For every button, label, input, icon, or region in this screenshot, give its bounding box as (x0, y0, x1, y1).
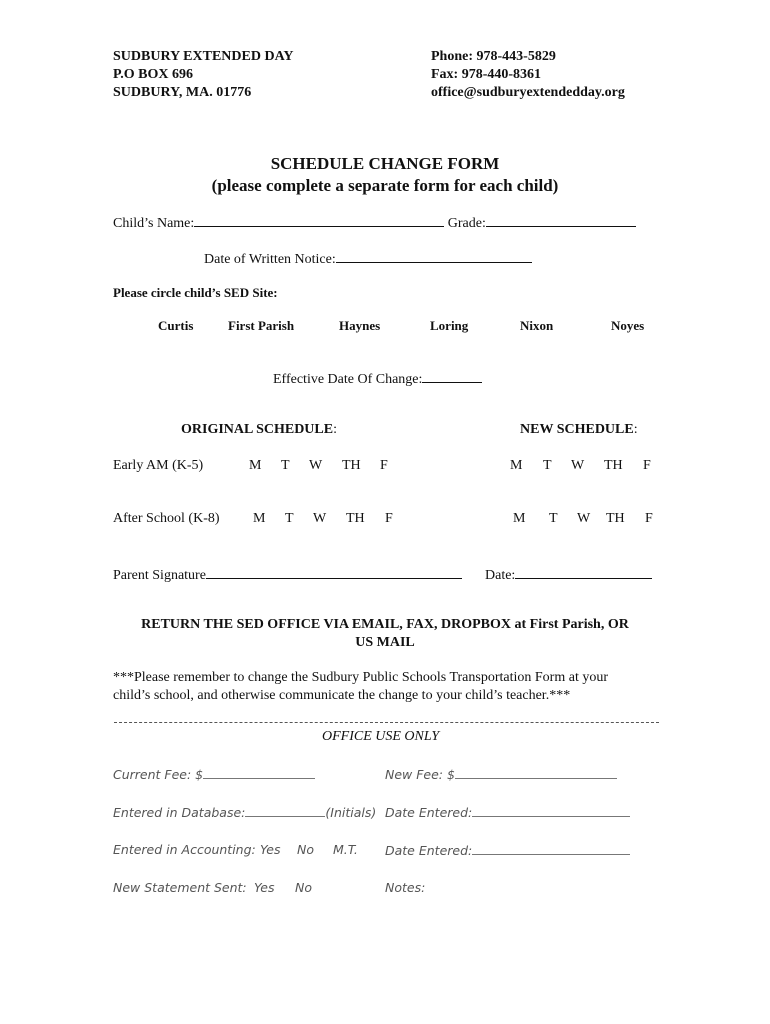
site-noyes[interactable]: Noyes (611, 318, 645, 333)
after-school-orig-m[interactable]: M (253, 511, 266, 526)
effective-date-label: Effective Date Of Change: (273, 372, 423, 387)
accounting-mt[interactable]: M.T. (333, 842, 358, 857)
site-loring[interactable]: Loring (430, 318, 469, 333)
after-school-new-th[interactable]: TH (606, 511, 625, 526)
early-am-new-t[interactable]: T (543, 458, 552, 473)
after-school-new-m[interactable]: M (513, 511, 526, 526)
accounting-yes[interactable]: Yes (260, 842, 281, 857)
original-schedule-heading: ORIGINAL SCHEDULE: (181, 422, 337, 437)
new-fee-field[interactable] (455, 766, 617, 779)
reminder-line1: ***Please remember to change the Sudbury Public Schools Transportation Form at your (113, 670, 608, 685)
after-school-new-t[interactable]: T (549, 511, 558, 526)
reminder-line2: child’s school, and otherwise communicate the change to your child’s teacher.*** (113, 688, 571, 703)
effective-date-field[interactable] (422, 369, 482, 383)
after-school-orig-f[interactable]: F (385, 511, 393, 526)
notice-date-field[interactable] (336, 249, 532, 263)
after-school-label: After School (K-8) (113, 511, 220, 526)
new-schedule-heading: NEW SCHEDULE: (520, 422, 638, 437)
signature-date-label: Date: (485, 568, 516, 583)
new-fee-row (385, 766, 617, 782)
child-name-label: Child’s Name: (113, 216, 195, 231)
early-am-new-f[interactable]: F (643, 458, 651, 473)
accounting-no[interactable]: No (297, 842, 314, 857)
early-am-new-m[interactable]: M (510, 458, 523, 473)
notice-label: Date of Written Notice: (204, 252, 336, 267)
org-fax: Fax: 978-440-8361 (431, 67, 542, 82)
current-fee-label: Current Fee: $ (113, 767, 204, 782)
date-entered-row-2 (385, 842, 630, 858)
signature-date-field[interactable] (515, 565, 652, 579)
return-notice-line2: US MAIL (355, 635, 415, 650)
current-fee-field[interactable] (203, 766, 315, 779)
statement-no[interactable]: No (295, 880, 312, 895)
org-po-box: P.O BOX 696 (113, 67, 193, 82)
after-school-new-w[interactable]: W (577, 511, 591, 526)
site-prompt: Please circle child’s SED Site: (113, 285, 278, 300)
grade-field[interactable] (486, 213, 636, 227)
entered-database-row (113, 804, 376, 820)
child-name-field[interactable] (194, 213, 444, 227)
early-am-orig-th[interactable]: TH (342, 458, 361, 473)
grade-label: Grade: (447, 216, 486, 231)
form-title: SCHEDULE CHANGE FORM (270, 154, 500, 173)
date-entered-field-2[interactable] (472, 842, 630, 855)
org-phone: Phone: 978-443-5829 (431, 49, 556, 64)
effective-date-row (273, 369, 482, 388)
early-am-new-w[interactable]: W (571, 458, 585, 473)
after-school-orig-w[interactable]: W (313, 511, 327, 526)
site-first-parish[interactable]: First Parish (228, 318, 295, 333)
org-name: SUDBURY EXTENDED DAY (113, 49, 294, 64)
statement-sent-label: New Statement Sent: (113, 880, 247, 895)
statement-yes[interactable]: Yes (254, 880, 275, 895)
early-am-orig-f[interactable]: F (380, 458, 388, 473)
after-school-orig-t[interactable]: T (285, 511, 294, 526)
parent-signature-field[interactable] (206, 565, 462, 579)
early-am-new-th[interactable]: TH (604, 458, 623, 473)
parent-signature-label: Parent Signature (113, 568, 206, 583)
signature-date-row (485, 565, 652, 584)
notice-row (204, 249, 532, 268)
early-am-orig-t[interactable]: T (281, 458, 290, 473)
early-am-label: Early AM (K-5) (113, 458, 204, 473)
child-name-row (113, 213, 636, 232)
entered-accounting-label: Entered in Accounting: (113, 842, 256, 857)
date-entered-row-1 (385, 804, 630, 820)
initials-label: (Initials) (325, 805, 377, 820)
site-haynes[interactable]: Haynes (339, 318, 381, 333)
site-nixon[interactable]: Nixon (520, 318, 554, 333)
date-entered-label-1: Date Entered: (385, 805, 473, 820)
new-fee-label: New Fee: $ (385, 767, 455, 782)
signature-row (113, 565, 462, 584)
entered-database-field[interactable] (245, 804, 325, 817)
notes-label: Notes: (385, 880, 426, 895)
after-school-new-f[interactable]: F (645, 511, 653, 526)
office-separator (114, 722, 659, 723)
org-email: office@sudburyextendedday.org (431, 85, 625, 100)
form-subtitle: (please complete a separate form for each child) (211, 176, 559, 195)
date-entered-label-2: Date Entered: (385, 843, 473, 858)
after-school-orig-th[interactable]: TH (346, 511, 365, 526)
site-curtis[interactable]: Curtis (158, 318, 194, 333)
return-notice-line1: RETURN THE SED OFFICE VIA EMAIL, FAX, DROPBOX at First Parish, OR (141, 617, 629, 632)
current-fee-row (113, 766, 315, 782)
office-use-heading: OFFICE USE ONLY (322, 729, 440, 744)
early-am-orig-m[interactable]: M (249, 458, 262, 473)
date-entered-field-1[interactable] (472, 804, 630, 817)
early-am-orig-w[interactable]: W (309, 458, 323, 473)
org-city: SUDBURY, MA. 01776 (113, 85, 252, 100)
entered-database-label: Entered in Database: (113, 805, 246, 820)
